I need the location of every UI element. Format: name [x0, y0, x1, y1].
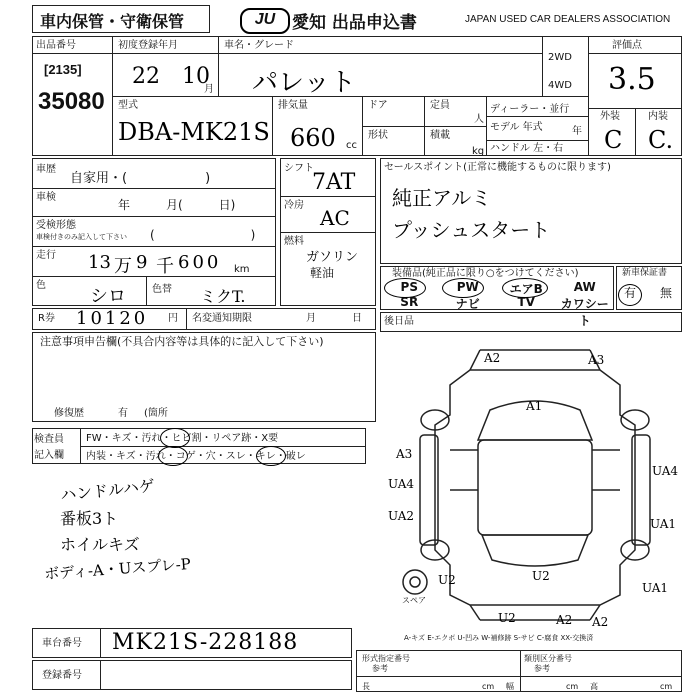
registration-year: 22 [132, 64, 160, 89]
mileage-rest: 600 [178, 252, 222, 273]
accept-value: ( ) [150, 228, 256, 242]
rticket-unit: 円 [168, 313, 178, 324]
exterior-label: 外装 [600, 111, 620, 122]
cert-ref1: 参考 [372, 664, 388, 673]
shape-label: 形状 [368, 130, 388, 141]
displacement-unit: cc [346, 140, 357, 151]
storage-label: 車内保管・守衛保管 [40, 12, 185, 31]
accept-label: 受検形態 [36, 220, 76, 231]
equipment-sr: SR [400, 295, 419, 309]
sales-points-label: セールスポイント(正常に機能するものに限ります) [384, 162, 611, 173]
car-name-label: 車名・グレード [224, 40, 294, 51]
equipment-navi: ナビ [455, 297, 480, 311]
equipment-airbag: エアB [509, 282, 543, 296]
damage-mark: UA4 [388, 477, 415, 491]
equipment-leather: カワシート [560, 297, 609, 328]
fuel-value1: ガソリン [306, 250, 359, 265]
damage-mark: UA2 [388, 509, 415, 523]
equipment-ps: PS [400, 280, 418, 294]
dealer-year-unit: 年 [572, 126, 582, 137]
color-change-value: ミクT. [200, 287, 246, 306]
exterior-value: C [604, 126, 623, 154]
interior-label: 内装 [648, 111, 668, 122]
damage-mark: A2 [556, 613, 573, 627]
assoc-english: JAPAN USED CAR DEALERS ASSOCIATION [465, 14, 671, 25]
lot-label: 出品番号 [36, 40, 76, 51]
damage-mark: A3 [396, 447, 413, 461]
displacement-value: 660 [290, 124, 336, 152]
warranty-value: 有 [624, 286, 637, 300]
equipment-aw: AW [573, 280, 596, 294]
chassis-value: MK21S-228188 [112, 630, 299, 655]
mileage-man-unit: 万 [114, 256, 132, 277]
inspector-label1: 検査員 [34, 434, 64, 445]
door-label: ドア [368, 100, 388, 111]
damage-mark: A2 [484, 351, 501, 365]
cert-unit-3: cm [660, 682, 673, 691]
reg-number-label: 登録番号 [42, 670, 82, 681]
model-value: DBA-MK21S [118, 118, 270, 146]
spare-wheel [403, 570, 427, 594]
rticket-label: R券 [38, 313, 55, 324]
ac-label: 冷房 [284, 200, 304, 211]
repair-value: 有 [118, 408, 128, 419]
chassis-label: 車台番号 [42, 638, 82, 649]
damage-mark: U2 [532, 569, 550, 583]
inspection-value: 年 月( 日) [118, 198, 236, 212]
warranty-value2: 無 [660, 286, 673, 300]
mileage-unit: km [234, 264, 250, 275]
equipment-pw: PW [456, 280, 479, 294]
interior-value: C. [648, 126, 674, 154]
rear-items-block [380, 312, 682, 332]
name-change-month: 月 [306, 313, 316, 324]
circle-airbag [502, 278, 548, 298]
ac-value: AC [320, 206, 350, 230]
car-rear-window [482, 535, 588, 566]
damage-mark: A1 [526, 399, 543, 413]
remark-line4: ボディ-A・Uスプレ-P [43, 554, 192, 584]
lot-sub-number: [2135] [44, 62, 82, 77]
damage-mark: A2 [592, 615, 609, 629]
damage-mark: UA1 [650, 517, 677, 531]
circle-pw [442, 278, 484, 298]
fuel-value2: 軽油 [310, 266, 335, 280]
assoc-title: 愛知 出品申込書 [292, 13, 417, 33]
sales-point-line1: 純正アルミ [392, 186, 492, 210]
mileage-sen: 9 [136, 252, 148, 273]
damage-mark: UA4 [652, 464, 679, 478]
model-label: 型式 [118, 100, 138, 111]
circle-wear [256, 446, 286, 466]
remark-line3: ホイルキズ [60, 535, 140, 554]
mileage-sen-unit: 千 [156, 256, 174, 277]
notes-label: 注意事項申告欄(不具合内容等は具体的に記入して下さい) [40, 335, 324, 348]
load-label: 積載 [430, 130, 450, 141]
repair-place: (箇所 [144, 408, 168, 419]
rear-items-label: 後日品 [384, 316, 414, 327]
fuel-label: 燃料 [284, 236, 304, 247]
circle-dirt [160, 428, 190, 448]
warranty-circle [618, 284, 642, 306]
sales-points-block [380, 158, 682, 264]
cert-dim-length: 長 [362, 682, 370, 691]
sales-point-line2: プッシュスタート [392, 218, 551, 242]
load-unit: kg [472, 146, 485, 157]
score-value: 3.5 [608, 62, 656, 97]
cert-dim-height: 高 [590, 682, 598, 691]
dealer-label: ディーラー・並行 [490, 104, 570, 115]
registration-month-unit: 月 [204, 84, 214, 95]
cert-dim-width: 幅 [506, 682, 514, 691]
car-name-value: パレット [252, 68, 356, 98]
drive-4wd: 4WD [548, 80, 572, 91]
remark-line1: ハンドルハゲ [59, 476, 156, 505]
inspector-label2: 記入欄 [34, 450, 64, 461]
name-change-label: 名変通知期限 [192, 313, 252, 324]
history-label: 車歴 [36, 164, 56, 175]
registration-label: 初度登録年月 [118, 40, 178, 51]
damage-mark: U2 [438, 573, 456, 587]
inspection-label: 車検 [36, 192, 56, 203]
mileage-man: 13 [88, 252, 111, 273]
inspector-row1: FW・キズ・汚れ・ヒビ割・リペア跡・X要 [86, 433, 279, 444]
car-roof [478, 440, 592, 535]
displacement-label: 排気量 [278, 100, 308, 111]
cert-unit-1: cm [482, 682, 495, 691]
equipment-label: 装備品(純正品に限り○をつけてください) [392, 268, 579, 279]
circle-dirt2 [158, 446, 188, 466]
rticket-value: 10120 [76, 308, 149, 329]
cert-label1: 形式指定番号 [362, 654, 410, 663]
damage-mark: UA1 [642, 581, 669, 595]
shift-label: シフト [284, 163, 314, 174]
damage-mark: U2 [498, 611, 516, 625]
damage-mark: A3 [588, 353, 605, 367]
car-diagram [380, 340, 690, 630]
shift-value: 7AT [312, 170, 356, 195]
remark-line2: 番板3ト [60, 509, 119, 528]
dealer-handle: ハンドル 左・右 [490, 143, 564, 154]
diagram-legend: A-キズ E-エクボ U-凹み W-補修跡 S-サビ C-腐食 XX-交換済 [404, 634, 594, 642]
color-value: シロ [90, 286, 126, 307]
history-value: 自家用・( ) [70, 171, 211, 186]
cert-label2: 類別区分番号 [524, 654, 572, 663]
accept-note: 車検付きのみ記入して下さい [36, 233, 127, 241]
dealer-model-year: モデル 年式 [490, 122, 543, 133]
inspector-row2: 内装・キズ・汚れ・コゲ・穴・スレ・キレ・破レ [86, 451, 306, 462]
circle-ps [384, 278, 426, 298]
capacity-label: 定員 [430, 100, 450, 111]
score-label: 評価点 [612, 40, 642, 51]
drive-2wd: 2WD [548, 52, 572, 63]
equipment-tv: TV [517, 295, 535, 309]
cert-ref2: 参考 [534, 664, 550, 673]
warranty-label: 新車保証書 [622, 268, 668, 278]
capacity-unit: 人 [474, 114, 484, 125]
color-label: 色 [36, 280, 46, 291]
repair-label: 修復歴 [54, 408, 84, 419]
mileage-label: 走行 [36, 250, 56, 261]
name-change-day: 日 [352, 313, 362, 324]
ju-logo: JU [240, 8, 290, 34]
registration-month: 10 [182, 64, 210, 89]
cert-unit-2: cm [566, 682, 579, 691]
color-change-label: 色替 [152, 284, 172, 295]
lot-number: 35080 [38, 88, 105, 115]
spare-label: スペア [402, 596, 426, 605]
